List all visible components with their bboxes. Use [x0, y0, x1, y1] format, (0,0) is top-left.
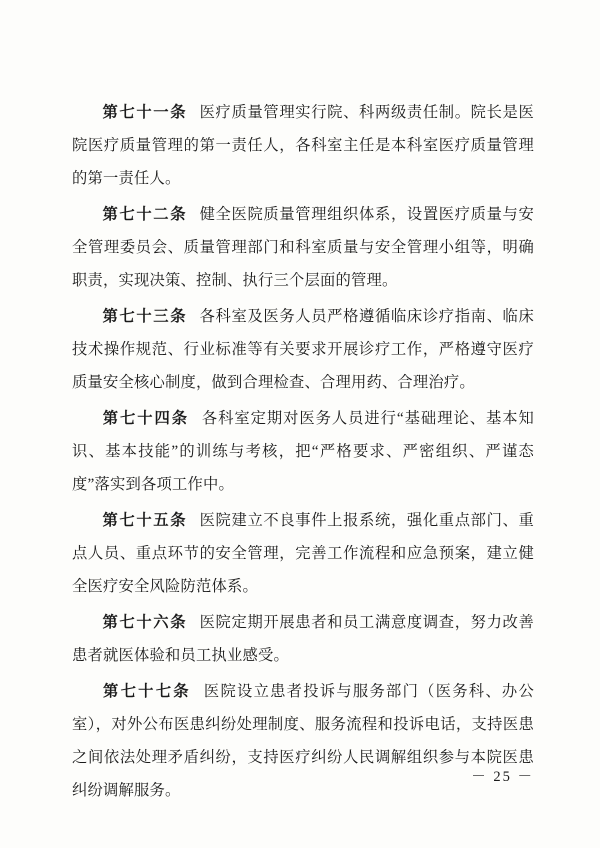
article-number: 第七十三条 [102, 308, 188, 325]
article-paragraph [72, 402, 534, 501]
article-text: 医院定期开展患者和员工满意度调查，努力改善患者就医体验和员工执业感受。 [72, 614, 534, 664]
article-paragraph [72, 504, 534, 603]
page-number: － 25 － [471, 769, 534, 785]
article-text: 各科室及医务人员严格遵循临床诊疗指南、临床技术操作规范、行业标准等有关要求开展诊疗工作，严格遵守医疗质量安全核心制度，做到合理检查、合理用药、合理治疗。 [72, 308, 534, 391]
article-number: 第七十六条 [102, 614, 188, 631]
article-paragraph [72, 96, 534, 195]
article-number: 第七十七条 [102, 683, 191, 700]
article-number: 第七十四条 [102, 410, 190, 427]
article-text: 健全医院质量管理组织体系，设置医疗质量与安全管理委员会、质量管理部门和科室质量与安全管理小组等，明确职责，实现决策、控制、执行三个层面的管理。 [72, 206, 534, 289]
article-number: 第七十五条 [102, 512, 188, 529]
article-paragraph [72, 675, 534, 807]
article-number: 第七十一条 [102, 104, 188, 121]
article-paragraph [72, 300, 534, 399]
article-text: 各科室定期对医务人员进行“基础理论、基本知识、基本技能”的训练与考核，把“严格要求、严密组织、严谨态度”落实到各项工作中。 [72, 410, 534, 493]
article-text: 医院建立不良事件上报系统，强化重点部门、重点人员、重点环节的安全管理，完善工作流程和应急预案，建立健全医疗安全风险防范体系。 [72, 512, 534, 595]
article-text: 医疗质量管理实行院、科两级责任制。院长是医院医疗质量管理的第一责任人，各科室主任是本科室医疗质量管理的第一责任人。 [72, 104, 534, 187]
article-text: 医院设立患者投诉与服务部门（医务科、办公室），对外公布医患纠纷处理制度、服务流程和投诉电话，支持医患之间依法处理矛盾纠纷，支持医疗纠纷人民调解组织参与本院医患纠纷调解服务。 [72, 683, 534, 799]
article-paragraph [72, 606, 534, 672]
article-paragraph [72, 198, 534, 297]
article-number: 第七十二条 [102, 206, 188, 223]
page-body [72, 96, 534, 810]
